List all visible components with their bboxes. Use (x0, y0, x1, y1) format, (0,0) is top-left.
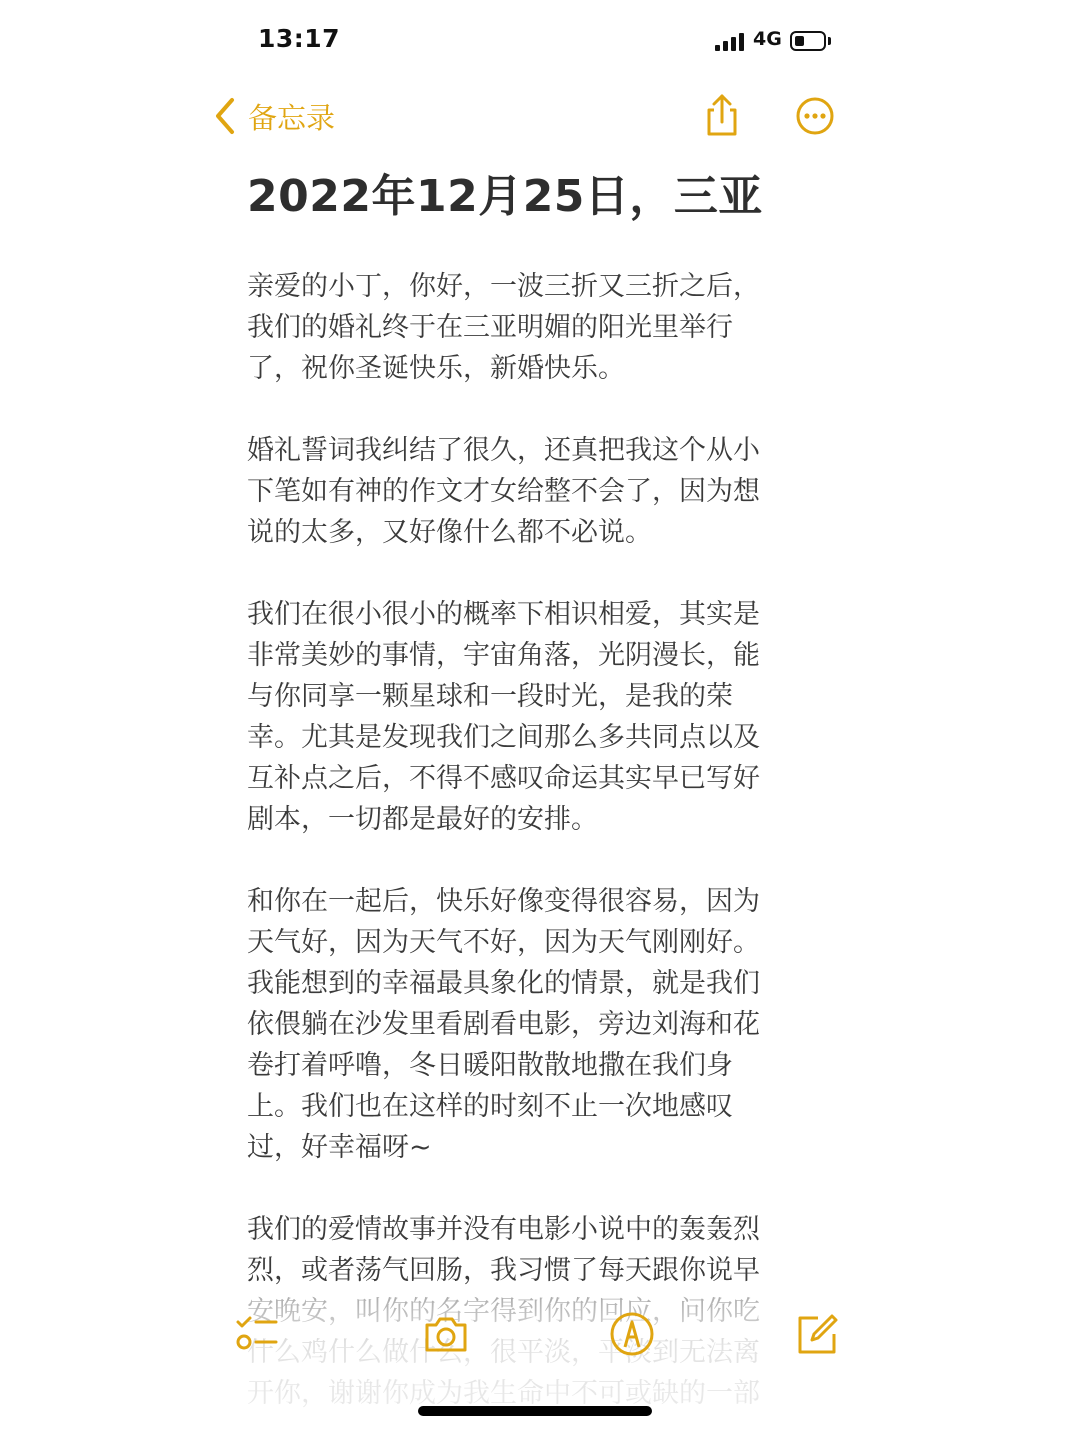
note-line: 卷打着呼噜，冬日暖阳散散地撒在我们身 (247, 1050, 733, 1081)
note-line: 幸。尤其是发现我们之间那么多共同点以及 (247, 722, 760, 753)
note-line: 我们在很小很小的概率下相识相爱，其实是 (247, 599, 760, 630)
compose-icon[interactable] (794, 1310, 842, 1358)
note-line: 我们的爱情故事并没有电影小说中的轰轰烈 (247, 1214, 760, 1245)
note-line: 婚礼誓词我纠结了很久，还真把我这个从小 (247, 435, 760, 466)
signal-icon (715, 31, 745, 51)
note-line: 烈，或者荡气回肠，我习惯了每天跟你说早 (247, 1255, 760, 1286)
battery-cap (828, 37, 831, 45)
note-line: 与你同享一颗星球和一段时光，是我的荣 (247, 681, 733, 712)
note-line: 天气好，因为天气不好，因为天气刚刚好。 (247, 927, 760, 958)
more-icon[interactable] (795, 96, 835, 136)
note-line: 了，祝你圣诞快乐，新婚快乐。 (247, 353, 625, 384)
markup-icon[interactable] (608, 1310, 656, 1358)
note-line: 下笔如有神的作文才女给整不会了，因为想 (247, 476, 760, 507)
note-line: 我们的婚礼终于在三亚明媚的阳光里举行 (247, 312, 733, 343)
note-paragraph (247, 594, 807, 840)
note-paragraph (247, 881, 807, 1168)
note-line: 剧本，一切都是最好的安排。 (247, 804, 598, 835)
battery-level (795, 36, 804, 46)
note-line: 上。我们也在这样的时刻不止一次地感叹 (247, 1091, 733, 1122)
note-line: 亲爱的小丁，你好，一波三折又三折之后， (247, 271, 760, 302)
note-line: 说的太多，又好像什么都不必说。 (247, 517, 652, 548)
home-indicator[interactable] (418, 1406, 652, 1416)
share-icon[interactable] (700, 92, 744, 138)
note-line: 和你在一起后，快乐好像变得很容易，因为 (247, 886, 760, 917)
note-line: 我能想到的幸福最具象化的情景，就是我们 (247, 968, 760, 999)
status-time: 13:17 (258, 24, 341, 53)
back-button[interactable] (212, 94, 335, 138)
network-type: 4G (753, 28, 782, 50)
note-title[interactable]: 2022年12月25日，三亚 (247, 171, 763, 222)
checklist-icon[interactable] (234, 1310, 282, 1358)
battery-icon (790, 31, 826, 51)
note-line: 依偎躺在沙发里看剧看电影，旁边刘海和花 (247, 1009, 760, 1040)
note-body[interactable] (247, 266, 807, 1455)
note-paragraph (247, 266, 807, 389)
note-paragraph (247, 430, 807, 553)
note-line: 过，好幸福呀~ (247, 1132, 432, 1163)
camera-icon[interactable] (422, 1310, 470, 1358)
note-line: 互补点之后，不得不感叹命运其实早已写好 (247, 763, 760, 794)
note-line: 非常美妙的事情，宇宙角落，光阴漫长，能 (247, 640, 760, 671)
chevron-left-icon (212, 96, 238, 136)
back-label: 备忘录 (248, 100, 336, 135)
